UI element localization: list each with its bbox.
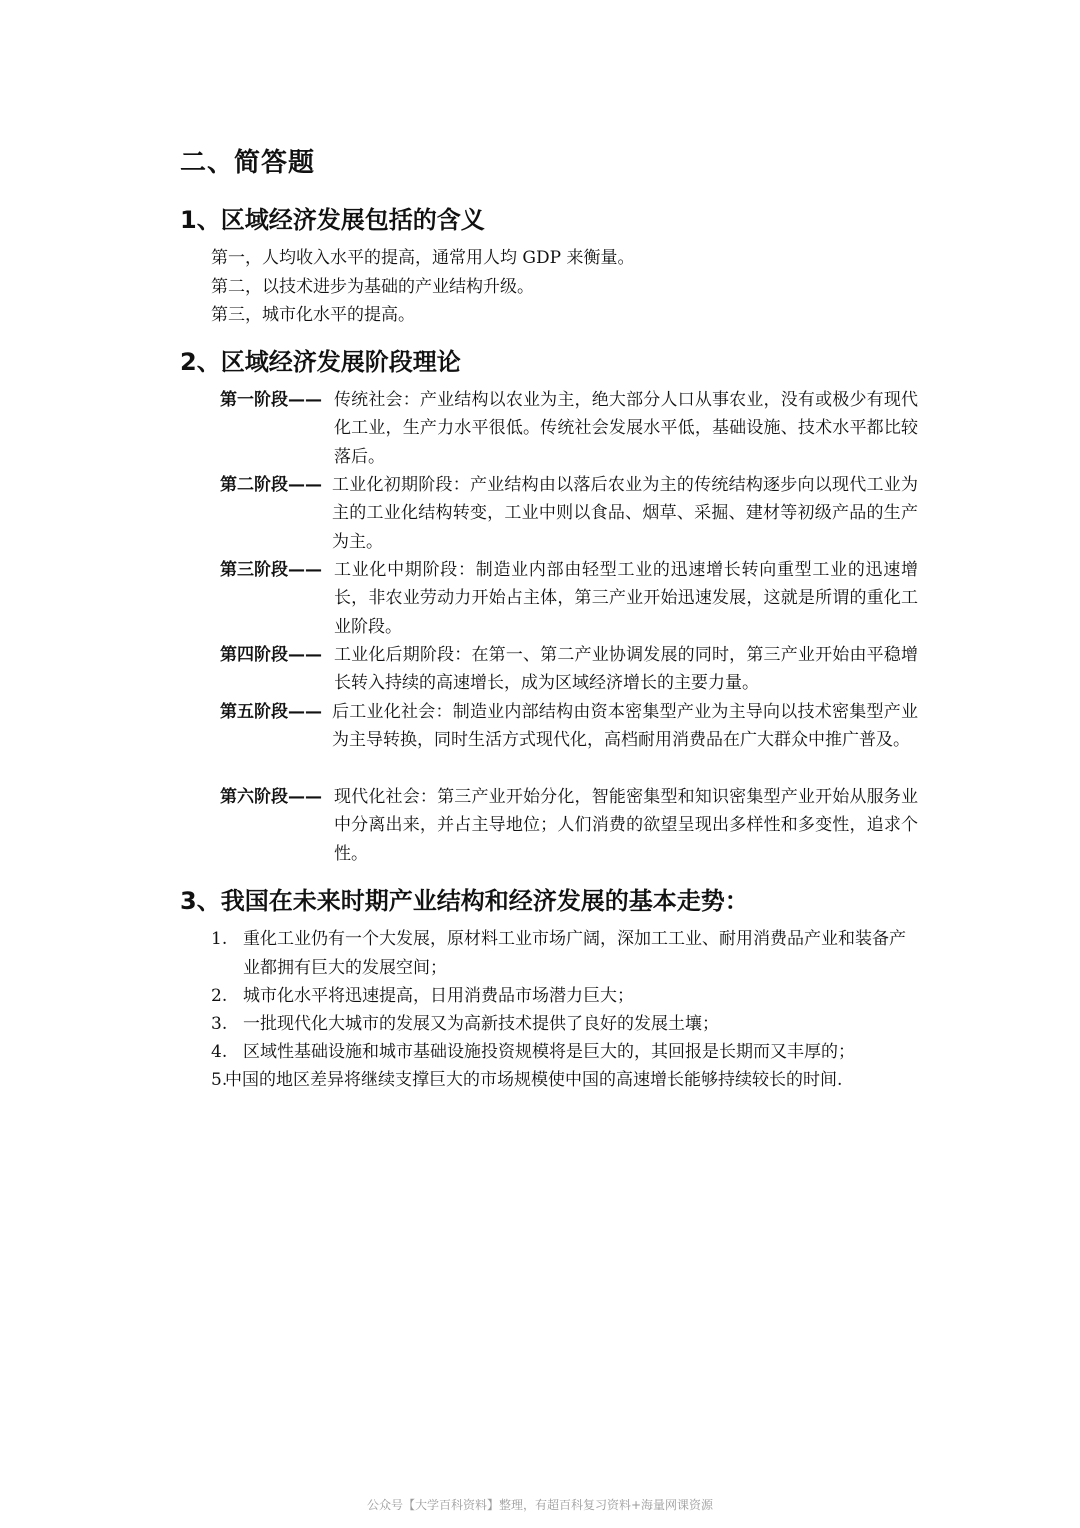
- trend-text: 中国的地区差异将继续支撑巨大的市场规模使中国的高速增长能够持续较长的时间.: [225, 1070, 843, 1090]
- trend-number: 3.: [211, 1014, 228, 1034]
- stage-text: 传统社会：产业结构以农业为主，绝大部分人口从事农业，没有或极少有现代化工业，生产力水平很低。传统社会发展水平低，基础设施、技术水平都比较落后。: [334, 390, 918, 467]
- meaning-item: 第一，人均收入水平的提高，通常用人均 GDP 来衡量。: [211, 248, 635, 268]
- stage-text: 工业化后期阶段：在第一、第二产业协调发展的同时，第三产业开始由平稳增长转入持续的高速增长，成为区域经济增长的主要力量。: [334, 645, 918, 694]
- meaning-item: 第三，城市化水平的提高。: [211, 305, 415, 325]
- stage-label: 第二阶段——: [220, 475, 322, 495]
- trend-number: 4.: [211, 1042, 228, 1062]
- trend-number: 5.: [211, 1070, 228, 1090]
- meaning-list: [211, 244, 911, 330]
- stage-label: 第六阶段——: [220, 787, 322, 807]
- trend-number: 2.: [211, 986, 228, 1006]
- stage-text: 工业化中期阶段：制造业内部由轻型工业的迅速增长转向重型工业的迅速增长，非农业劳动力开始占主体，第三产业开始迅速发展，这就是所谓的重化工业阶段。: [334, 560, 918, 637]
- trend-text: 城市化水平将迅速提高，日用消费品市场潜力巨大；: [243, 986, 634, 1006]
- trend-text: 区域性基础设施和城市基础设施投资规模将是巨大的，其回报是长期而又丰厚的；: [243, 1042, 855, 1062]
- stage-text: 工业化初期阶段：产业结构由以落后农业为主的传统结构逐步向以现代工业为主的工业化结构转变，工业中则以食品、烟草、采掘、建材等初级产品的生产为主。: [332, 475, 918, 552]
- section-heading-trends: 3、我国在未来时期产业结构和经济发展的基本走势：: [180, 887, 749, 915]
- section-heading-meaning: 1、区域经济发展包括的含义: [180, 206, 485, 234]
- stage-label: 第一阶段——: [220, 390, 322, 410]
- trend-text: 重化工业仍有一个大发展，原材料工业市场广阔，深加工工业、耐用消费品产业和装备产业都拥有巨大的发展空间；: [243, 929, 906, 978]
- trend-number: 1.: [211, 929, 228, 949]
- stage-text: 现代化社会：第三产业开始分化，智能密集型和知识密集型产业开始从服务业中分离出来，并占主导地位；人们消费的欲望呈现出多样性和多变性，追求个性。: [334, 787, 918, 864]
- page-title: 二、简答题: [180, 148, 316, 178]
- meaning-item: 第二，以技术进步为基础的产业结构升级。: [211, 276, 534, 297]
- stage-text: 后工业化社会：制造业内部结构由资本密集型产业为主导向以技术密集型产业为主导转换，同时生活方式现代化，高档耐用消费品在广大群众中推广普及。: [332, 702, 918, 751]
- section-heading-stages: 2、区域经济发展阶段理论: [180, 348, 461, 376]
- footer-watermark: 公众号【大学百科资料】整理，有超百科复习资料+海量网课资源: [366, 1498, 714, 1512]
- stage-label: 第三阶段——: [220, 560, 322, 580]
- trend-text: 一批现代化大城市的发展又为高新技术提供了良好的发展土壤；: [243, 1014, 719, 1034]
- stage-label: 第五阶段——: [220, 702, 322, 722]
- stage-label: 第四阶段——: [220, 645, 322, 665]
